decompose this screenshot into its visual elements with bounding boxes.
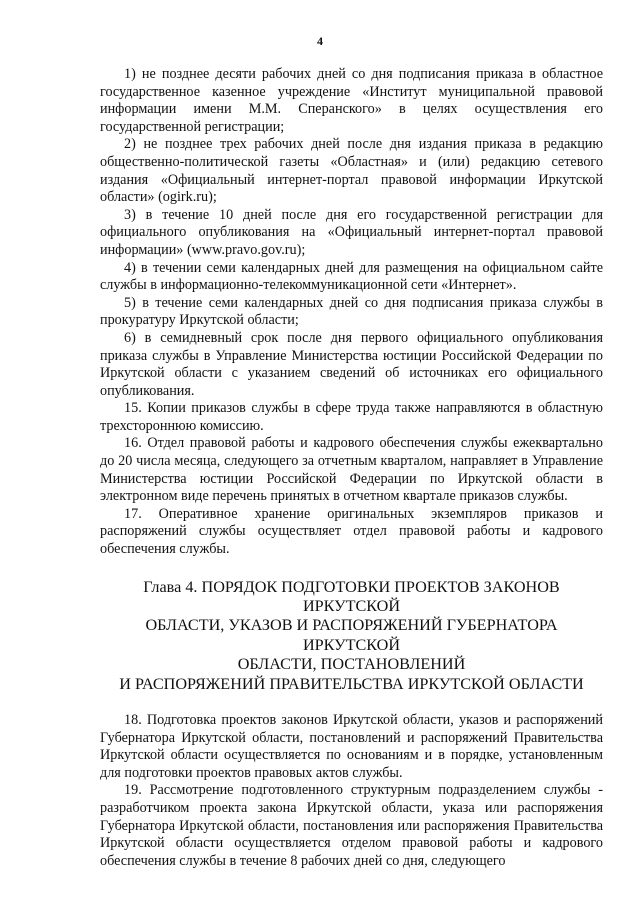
paragraph-16: 16. Отдел правовой работы и кадрового обеспечения службы ежеквартально до 20 числа месяца, следующего за отчетным кварталом, направляет в Управление Министерства юстиции Российской Федерации по Иркутской области в электронном виде перечень принятых в отчетном квартале приказов службы.	[100, 435, 603, 505]
chapter-heading-line-3: ОБЛАСТИ, ПОСТАНОВЛЕНИЙ	[237, 655, 466, 674]
paragraph-17: 17. Оперативное хранение оригинальных экземпляров приказов и распоряжений службы осуществляет отдел правовой работы и кадрового обеспечения службы.	[100, 505, 603, 558]
paragraph-19: 19. Рассмотрение подготовленного структурным подразделением службы - разработчиком проекта закона Иркутской области, указа или распоряжения Губернатора Иркутской области, постановления или распоряжения Правительства Иркутской области осуществляется отделом правовой работы и кадрового обеспечения службы в течение 8 рабочих дней со дня, следующего	[100, 782, 603, 869]
page-number: 4	[317, 34, 323, 48]
document-body	[100, 66, 603, 870]
paragraph-4: 4) в течении семи календарных дней для размещения на официальном сайте службы в информационно-телекоммуникационной сети «Интернет».	[100, 259, 603, 294]
paragraph-5: 5) в течение семи календарных дней со дня подписания приказа службы в прокуратуру Иркутской области;	[100, 294, 603, 329]
paragraph-6: 6) в семидневный срок после дня первого официального опубликования приказа службы в Управление Министерства юстиции Российской Федерации по Иркутской области с указанием сведений об источниках его официального опубликования.	[100, 329, 603, 399]
paragraph-18: 18. Подготовка проектов законов Иркутской области, указов и распоряжений Губернатора Иркутской области, постановлений и распоряжений Правительства Иркутской области осуществляется по основаниям и в порядке, установленным для подготовки проектов правовых актов службы.	[100, 712, 603, 781]
paragraph-3: 3) в течение 10 дней после дня его государственной регистрации для официального опубликования на «Официальный интернет-портал правовой информации» (www.pravo.gov.ru);	[100, 206, 603, 258]
paragraph-15: 15. Копии приказов службы в сфере труда также направляются в областную трехстороннюю комиссию.	[100, 400, 603, 434]
paragraph-2: 2) не позднее трех рабочих дней после дня издания приказа в редакцию общественно-политической газеты «Областная» и (или) редакцию сетевого издания «Официальный интернет-портал правовой информации Иркутской области» (ogirk.ru);	[100, 136, 603, 206]
chapter-heading	[100, 578, 603, 694]
chapter-heading-line-1: Глава 4. ПОРЯДОК ПОДГОТОВКИ ПРОЕКТОВ ЗАКОНОВ ИРКУТСКОЙ	[143, 577, 560, 616]
chapter-heading-line-2: ОБЛАСТИ, УКАЗОВ И РАСПОРЯЖЕНИЙ ГУБЕРНАТОРА ИРКУТСКОЙ	[145, 616, 558, 654]
paragraph-1: 1) не позднее десяти рабочих дней со дня подписания приказа в областное государственное казенное учреждение «Институт муниципальной правовой информации имени М.М. Сперанского» в целях осуществления его государственной регистрации;	[100, 66, 603, 135]
chapter-heading-line-4: И РАСПОРЯЖЕНИЙ ПРАВИТЕЛЬСТВА ИРКУТСКОЙ ОБЛАСТИ	[119, 674, 584, 693]
